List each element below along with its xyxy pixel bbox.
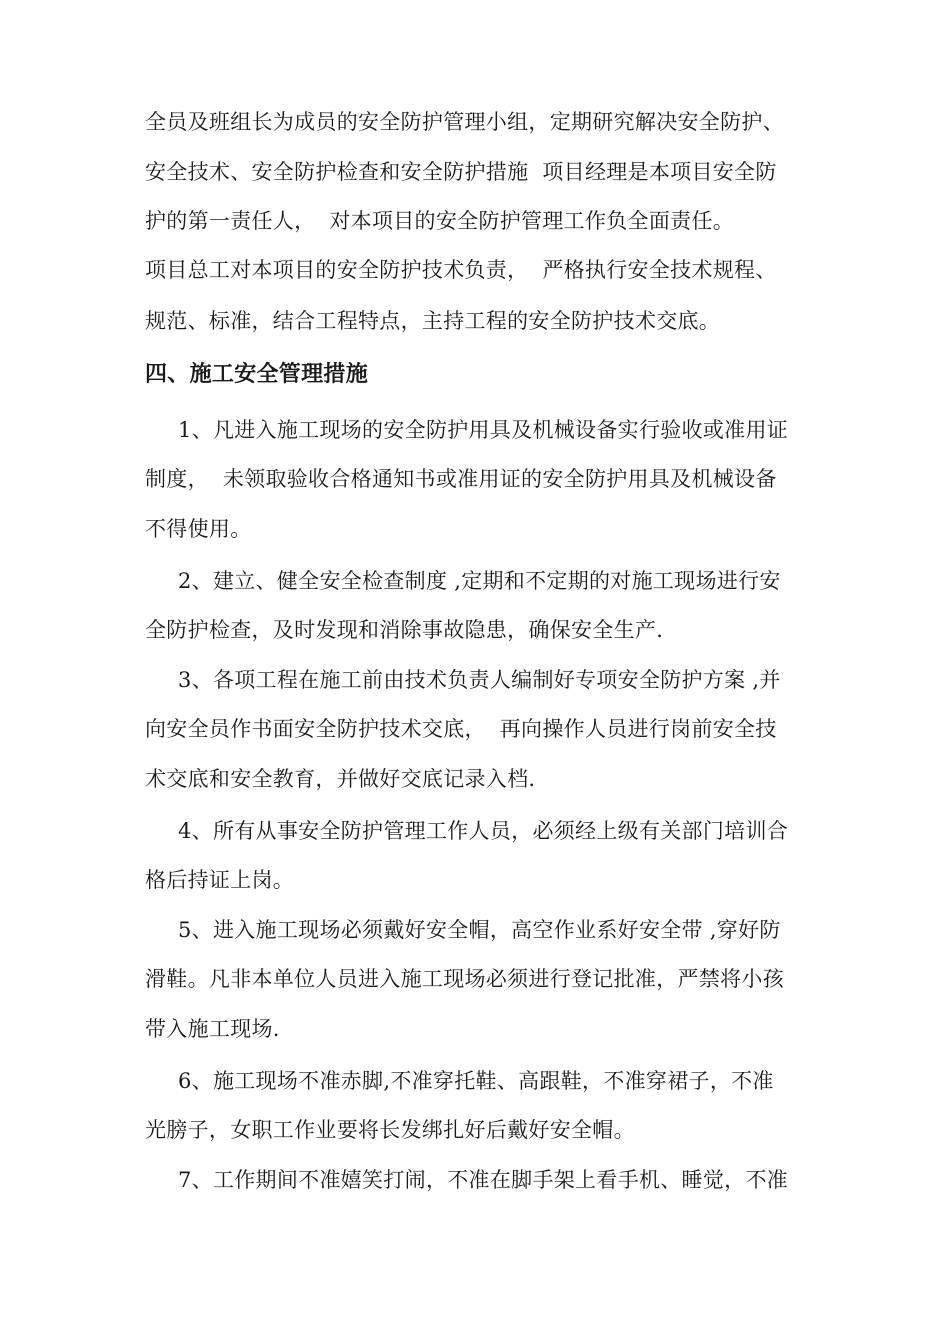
body-text-line: 规范、标准，结合工程特点，主持工程的安全防护技术交底。	[145, 309, 721, 333]
list-item-4-line: 4、所有从事安全防护管理工作人员，必须经上级有关部门培训合	[178, 819, 789, 843]
list-item-6-line: 光膀子，女职工作业要将长发绑扎好后戴好安全帽。	[145, 1118, 635, 1142]
list-item-1-line: 制度， 未领取验收合格通知书或准用证的安全防护用具及机械设备	[145, 467, 777, 491]
list-item-3-line: 向安全员作书面安全防护技术交底， 再向操作人员进行岗前安全技	[145, 717, 777, 741]
section-heading: 四、施工安全管理措施	[145, 362, 369, 387]
list-item-1-line: 1、凡进入施工现场的安全防护用具及机械设备实行验收或准用证	[178, 418, 789, 442]
list-item-2-line: 2、建立、健全安全检查制度 ,定期和不定期的对施工现场进行安	[178, 569, 781, 593]
body-text-line: 护的第一责任人， 对本项目的安全防护管理工作负全面责任。	[145, 209, 735, 233]
list-item-5-line: 滑鞋。凡非本单位人员进入施工现场必须进行登记批准，严禁将小孩	[145, 967, 784, 991]
body-text-line: 全员及班组长为成员的安全防护管理小组，定期研究解决安全防护、	[145, 110, 784, 134]
body-text-line: 安全技术、安全防护检查和安全防护措施 项目经理是本项目安全防	[145, 160, 777, 184]
list-item-3-line: 术交底和安全教育，并做好交底记录入档.	[145, 767, 536, 791]
list-item-2-line: 全防护检查，及时发现和消除事故隐患，确保安全生产.	[145, 618, 664, 642]
body-text-line: 项目总工对本项目的安全防护技术负责， 严格执行安全技术规程、	[145, 258, 777, 282]
list-item-7-line: 7、工作期间不准嬉笑打闹，不准在脚手架上看手机、睡觉，不准	[178, 1168, 789, 1192]
list-item-3-line: 3、各项工程在施工前由技术负责人编制好专项安全防护方案 ,并	[178, 668, 781, 692]
list-item-5-line: 5、进入施工现场必须戴好安全帽，高空作业系好安全带 ,穿好防	[178, 918, 781, 942]
list-item-5-line: 带入施工现场.	[145, 1017, 280, 1041]
list-item-4-line: 格后持证上岗。	[145, 868, 295, 892]
list-item-1-line: 不得使用。	[145, 517, 252, 541]
list-item-6-line: 6、施工现场不准赤脚,不准穿托鞋、高跟鞋，不准穿裙子，不准	[178, 1069, 774, 1093]
